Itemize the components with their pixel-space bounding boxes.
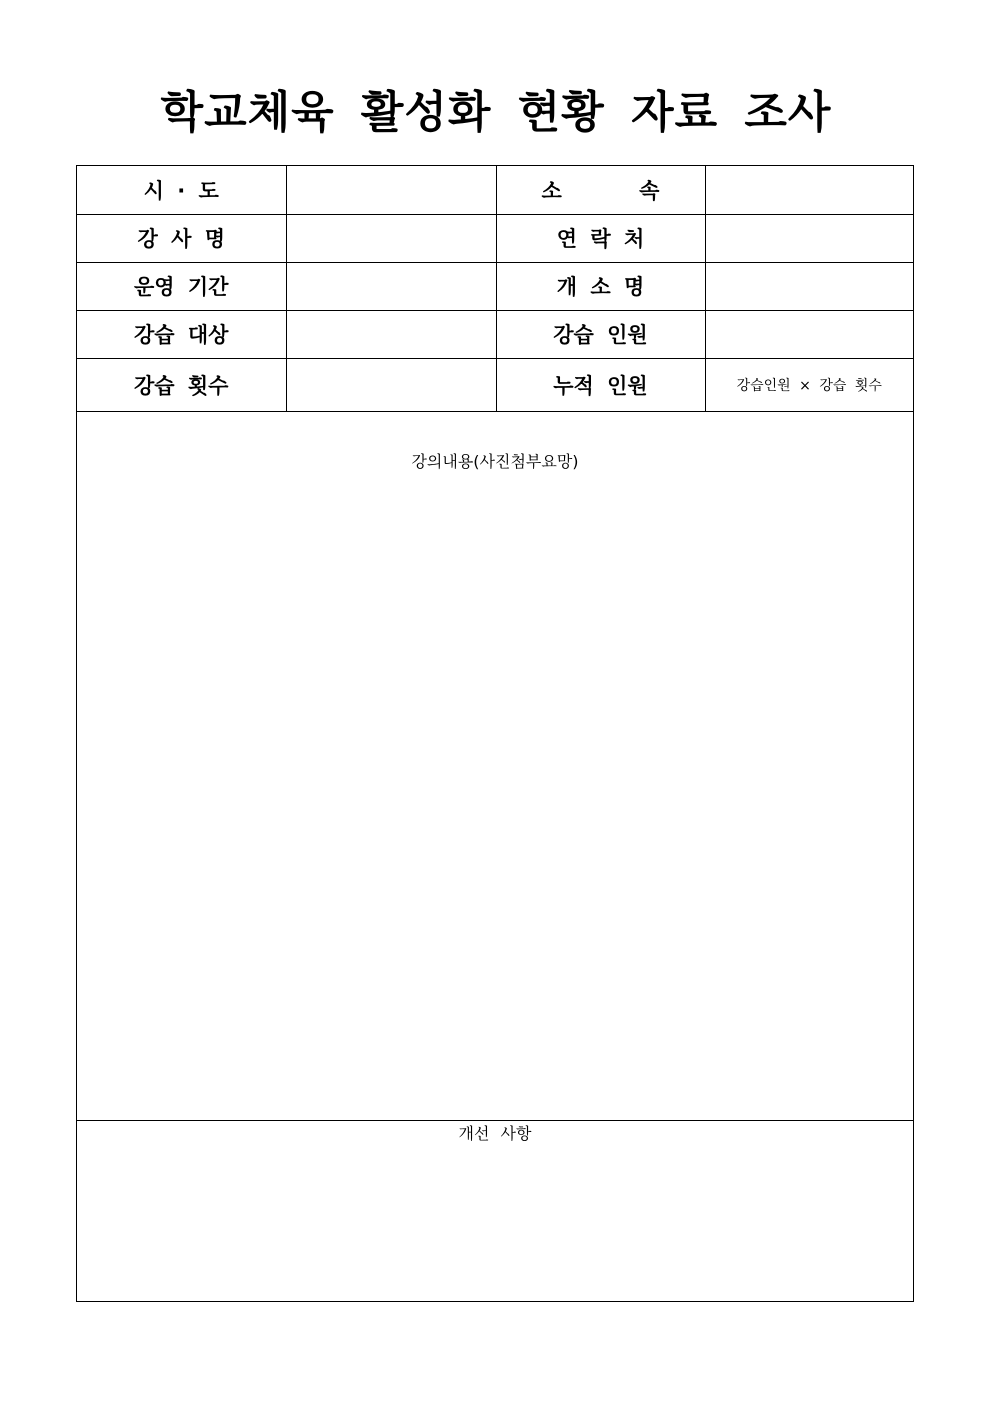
page-title: 학교체육 활성화 현황 자료 조사 [160,87,832,138]
table-row [77,262,913,310]
cumulative-participants-label: 누적 인원 [496,358,705,411]
affiliation-label: 소 속 [496,166,705,214]
affiliation-value-cell[interactable] [705,166,913,214]
lesson-target-value-cell[interactable] [286,310,496,358]
lesson-count-value-cell[interactable] [286,358,496,411]
region-label: 시 · 도 [77,166,286,214]
contact-label: 연 락 처 [496,214,705,262]
operation-period-label: 운영 기간 [77,262,286,310]
info-table [77,166,913,412]
table-row [77,214,913,262]
operation-period-value-cell[interactable] [286,262,496,310]
lesson-target-label: 강습 대상 [77,310,286,358]
lecture-content-title: 강의내용(사진첨부요망) [411,452,579,471]
lecture-content-section[interactable] [77,415,913,1121]
site-name-label: 개 소 명 [496,262,705,310]
improvement-section[interactable] [77,1121,913,1301]
survey-form [76,165,914,1302]
cumulative-participants-note: 강습인원 × 강습 횟수 [705,358,913,411]
table-row [77,358,913,411]
lesson-count-label: 강습 횟수 [77,358,286,411]
table-row [77,310,913,358]
lesson-participants-label: 강습 인원 [496,310,705,358]
improvement-title: 개선 사항 [458,1124,532,1143]
instructor-name-label: 강 사 명 [77,214,286,262]
lesson-participants-value-cell[interactable] [705,310,913,358]
contact-value-cell[interactable] [705,214,913,262]
instructor-name-value-cell[interactable] [286,214,496,262]
site-name-value-cell[interactable] [705,262,913,310]
region-value-cell[interactable] [286,166,496,214]
table-row [77,166,913,214]
